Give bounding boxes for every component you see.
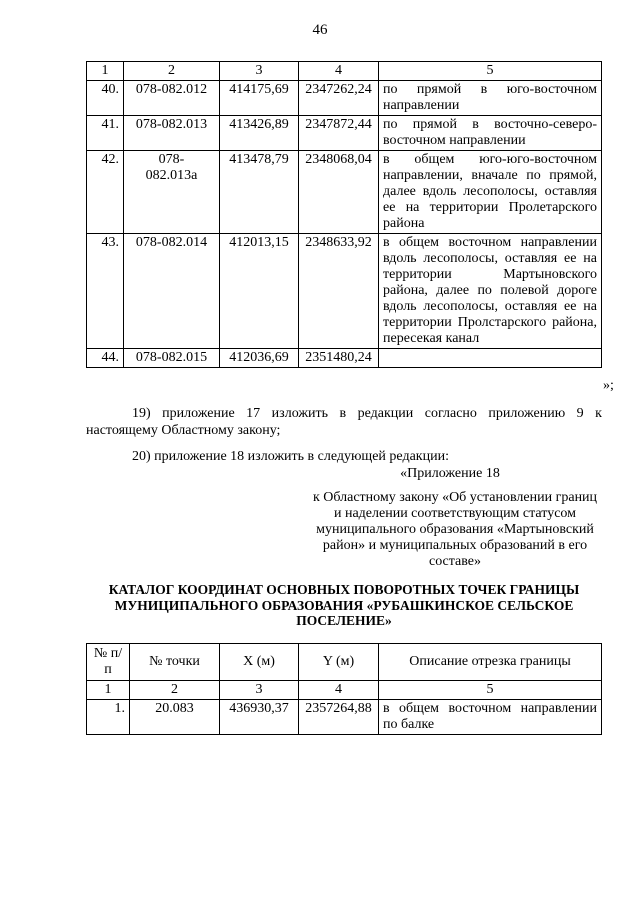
table-row [87,349,602,368]
table-header-row [87,62,602,81]
table-column-headers [87,644,602,681]
coordinates-table-continued [86,61,602,368]
row-number: 41. [87,116,124,151]
paragraph-19: 19) приложение 17 изложить в редакции согласно приложению 9 к настоящему Областному закону; [86,406,602,438]
segment-description: в общем юго-юго-восточном направлении, вначале по прямой, далее вдоль лесополосы, оставляя ее на территории Пролетарского района [379,151,602,234]
point-id: 20.083 [130,700,220,735]
y-coordinate: 2351480,24 [299,349,379,368]
catalog-title: КАТАЛОГ КООРДИНАТ ОСНОВНЫХ ПОВОРОТНЫХ ТОЧЕК ГРАНИЦЫ МУНИЦИПАЛЬНОГО ОБРАЗОВАНИЯ «РУБАШКИНСКОЕ СЕЛЬСКОЕ ПОСЕЛЕНИЕ» [108,582,580,628]
table-row [87,700,602,735]
segment-description: по прямой в юго-восточном направлении [379,81,602,116]
x-coordinate: 436930,37 [220,700,299,735]
point-id: 078-082.014 [124,234,220,349]
y-coordinate: 2348633,92 [299,234,379,349]
header-cell: 3 [220,62,299,81]
x-coordinate: 413426,89 [220,116,299,151]
header-cell: 4 [299,62,379,81]
column-header: X (м) [220,644,299,681]
x-coordinate: 412036,69 [220,349,299,368]
point-id: 078-082.013а [124,151,220,234]
point-id: 078-082.012 [124,81,220,116]
segment-description: по прямой в восточно-северо-восточном направлении [379,116,602,151]
appendix-title: «Приложение 18 [400,466,500,481]
column-number: 3 [220,681,299,700]
row-number: 1. [87,700,130,735]
column-number-row [87,681,602,700]
x-coordinate: 414175,69 [220,81,299,116]
point-id: 078-082.015 [124,349,220,368]
segment-description [379,349,602,368]
paragraph-20: 20) приложение 18 изложить в следующей редакции: [132,449,449,464]
column-number: 4 [299,681,379,700]
rubashkinskoe-coordinates-table [86,643,602,735]
x-coordinate: 413478,79 [220,151,299,234]
closing-quote-mark: »; [603,378,614,393]
point-id: 078-082.013 [124,116,220,151]
table-row [87,116,602,151]
column-number: 2 [130,681,220,700]
column-header: Описание отрезка границы [379,644,602,681]
page-number: 46 [312,22,328,38]
column-header: № п/п [87,644,130,681]
column-number: 5 [379,681,602,700]
header-cell: 2 [124,62,220,81]
row-number: 40. [87,81,124,116]
table-row [87,81,602,116]
table-row [87,234,602,349]
column-number: 1 [87,681,130,700]
y-coordinate: 2347262,24 [299,81,379,116]
header-cell: 5 [379,62,602,81]
column-header: № точки [130,644,220,681]
table-row [87,151,602,234]
row-number: 42. [87,151,124,234]
segment-description: в общем восточном направлении вдоль лесополосы, оставляя ее на территории Мартыновского района, далее по полевой дороге вдоль лесополосы, оставляя ее на территории Пролстарского района, пересекая канал [379,234,602,349]
row-number: 44. [87,349,124,368]
y-coordinate: 2348068,04 [299,151,379,234]
row-number: 43. [87,234,124,349]
x-coordinate: 412013,15 [220,234,299,349]
segment-description: в общем восточном направлении по балке [379,700,602,735]
y-coordinate: 2357264,88 [299,700,379,735]
y-coordinate: 2347872,44 [299,116,379,151]
header-cell: 1 [87,62,124,81]
column-header: Y (м) [299,644,379,681]
appendix-law-reference: к Областному закону «Об установлении границ и наделении соответствующим статусом муниципального образования «Мартыновский район» и муниципальных образований в его составе» [312,490,598,569]
